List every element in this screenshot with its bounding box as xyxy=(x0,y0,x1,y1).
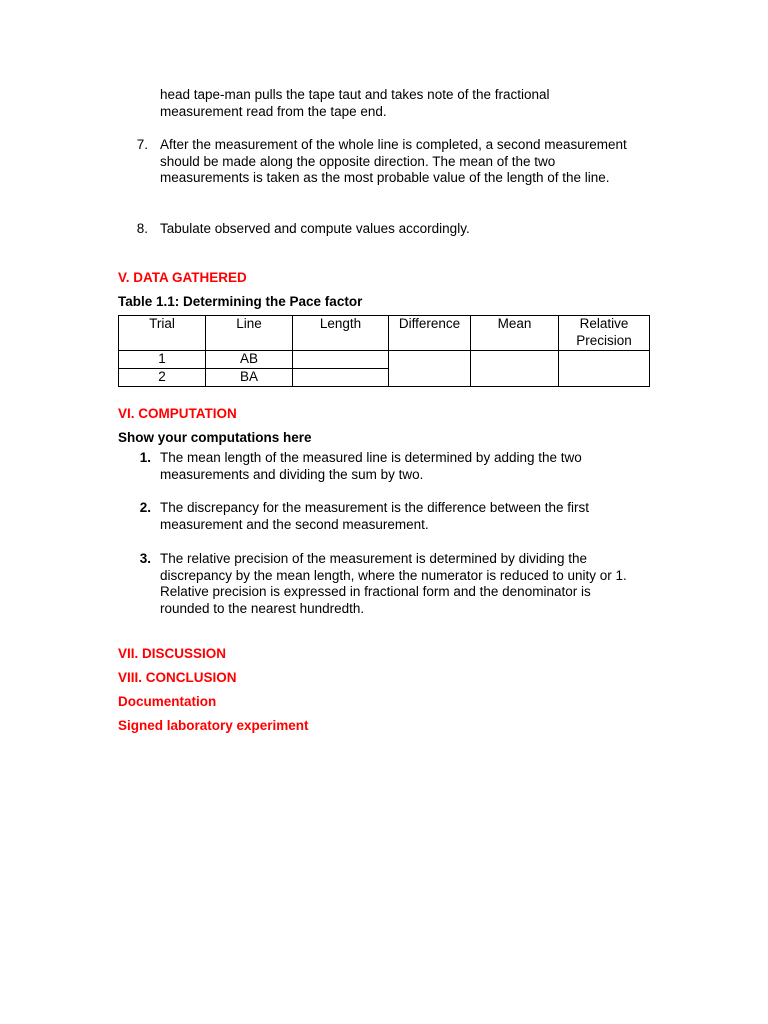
column-header-relative-precision xyxy=(559,316,650,351)
section-heading-discussion: VII. DISCUSSION xyxy=(118,646,227,661)
section-heading-data-gathered: V. DATA GATHERED xyxy=(118,270,247,285)
text-line: discrepancy by the mean length, where the numerator is reduced to unity or 1. xyxy=(160,567,627,583)
procedure-continuation xyxy=(160,87,550,120)
pace-factor-table xyxy=(118,315,650,387)
item-text xyxy=(160,500,589,533)
step-text xyxy=(160,137,627,187)
section-heading-computation: VI. COMPUTATION xyxy=(118,406,237,421)
text-line: Tabulate observed and compute values accordingly. xyxy=(160,221,470,236)
cell-trial: 2 xyxy=(119,369,206,387)
text-line: should be made along the opposite direction. The mean of the two xyxy=(160,153,556,169)
cell-difference xyxy=(389,351,471,387)
text-line: rounded to the nearest hundredth. xyxy=(160,601,365,617)
step-number: 7. xyxy=(136,137,148,152)
section-heading-conclusion: VIII. CONCLUSION xyxy=(118,670,237,685)
item-number: 1. xyxy=(139,450,151,465)
text-line: measurements and dividing the sum by two. xyxy=(160,466,424,482)
header-line: Precision xyxy=(576,332,632,348)
column-header-difference: Difference xyxy=(389,316,471,351)
table-caption: Table 1.1: Determining the Pace factor xyxy=(118,294,363,309)
cell-relative-precision xyxy=(559,351,650,387)
cell-line: AB xyxy=(206,351,293,369)
cell-mean xyxy=(471,351,559,387)
item-number: 2. xyxy=(139,500,151,515)
text-line: head tape-man pulls the tape taut and takes note of the fractional xyxy=(160,87,550,102)
cell-length xyxy=(293,369,389,387)
step-text xyxy=(160,221,470,238)
cell-line: BA xyxy=(206,369,293,387)
table-header-row xyxy=(119,316,650,351)
text-line: After the measurement of the whole line is completed, a second measurement xyxy=(160,137,627,152)
computation-subheading: Show your computations here xyxy=(118,430,312,445)
section-heading-documentation: Documentation xyxy=(118,694,217,709)
column-header-length: Length xyxy=(293,316,389,351)
step-number: 8. xyxy=(136,221,148,236)
header-line: Relative xyxy=(579,316,629,331)
section-heading-signed-experiment: Signed laboratory experiment xyxy=(118,718,309,733)
text-line: measurements is taken as the most probable value of the length of the line. xyxy=(160,170,610,186)
text-line: The mean length of the measured line is determined by adding the two xyxy=(160,450,582,465)
text-line: The discrepancy for the measurement is the difference between the first xyxy=(160,500,589,515)
item-number: 3. xyxy=(139,551,151,566)
text-line: measurement and the second measurement. xyxy=(160,516,429,532)
column-header-line: Line xyxy=(206,316,293,351)
cell-length xyxy=(293,351,389,369)
item-text xyxy=(160,551,627,618)
column-header-trial: Trial xyxy=(119,316,206,351)
text-line: measurement read from the tape end. xyxy=(160,103,387,119)
text-line: Relative precision is expressed in fractional form and the denominator is xyxy=(160,584,591,600)
column-header-mean: Mean xyxy=(471,316,559,351)
item-text xyxy=(160,450,582,483)
cell-trial: 1 xyxy=(119,351,206,369)
table-row xyxy=(119,351,650,369)
text-line: The relative precision of the measurement is determined by dividing the xyxy=(160,551,587,566)
